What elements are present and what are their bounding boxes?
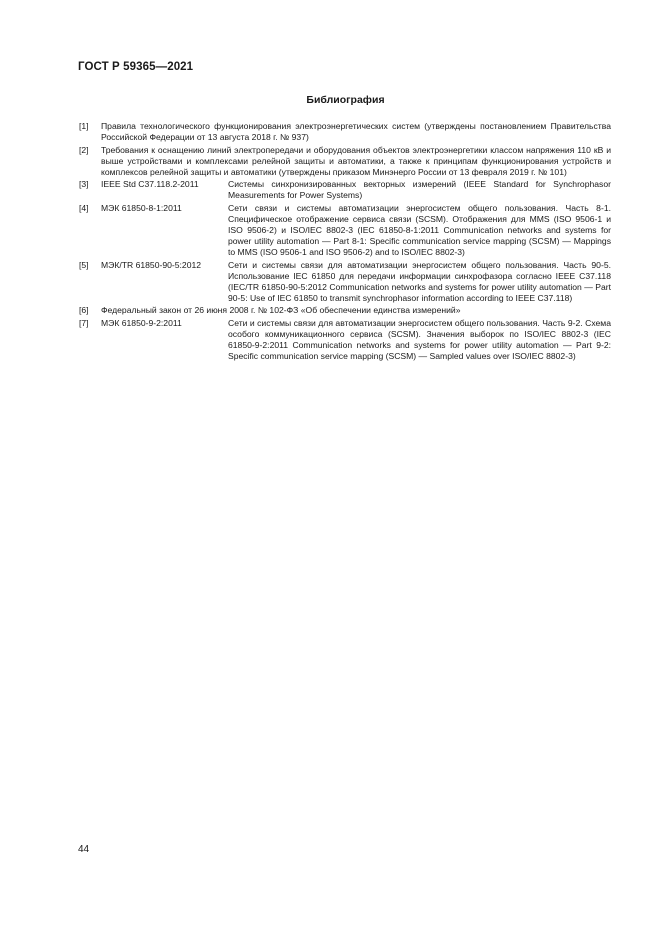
- entry-text: Сети и системы связи для автоматизации энергосистем общего пользования. Часть 90-5. Использование IEC 61850 для передачи информации синхрофазора согласно IEEE C37.118 (IEC/TR 61850-90-5:2012 Communication networks and systems for power utility automation — Part 90-5: Use of IEC 61850 to transmit synchrophasor information according to IEEE C37.118): [228, 259, 611, 303]
- section-title: Библиография: [306, 94, 385, 106]
- bibliography-entry-6: [79, 305, 611, 316]
- entry-code: IEEE Std C37.118.2-2011: [101, 179, 199, 190]
- entry-text: Сети связи и системы автоматизации энергосистем общего пользования. Часть 8-1. Специфическое отображение сервиса связи (SCSM). Отображения для MMS (ISO 9506-1 и ISO 9506-2) и ISO/IEC 8802-3 (IEC 61850-8-1:2011 Communication networks and systems for power utility automation — Part 8-1: Specific communication service mapping (SCSM) — Mappings to MMS (ISO 9506-1 and ISO 9506-2) and to ISO/IEC 8802-3): [228, 202, 611, 258]
- entry-number: [3]: [79, 179, 89, 190]
- entry-text: Системы синхронизированных векторных измерений (IEEE Standard for Synchrophasor Measurements for Power Systems): [228, 179, 611, 201]
- entry-number: [6]: [79, 305, 89, 316]
- entry-text: Сети и системы связи для автоматизации энергосистем общего пользования. Часть 9-2. Схема особого коммуникационного сервиса (SCSM). Значения выборок по ISO/IEC 8802-3 (IEC 61850-9-2:2011 Communication networks and systems for power utility automation — Part 9-2: Specific communication service mapping (SCSM) — Sampled values over ISO/IEC 8802-3): [228, 317, 611, 362]
- page-number: 44: [78, 844, 90, 855]
- entry-code: МЭК 61850-8-1:2011: [101, 202, 182, 213]
- bibliography-list: [79, 121, 611, 364]
- entry-text: Федеральный закон от 26 июня 2008 г. № 102-ФЗ «Об обеспечении единства измерений»: [101, 305, 461, 316]
- entry-code: МЭК 61850-9-2:2011: [101, 317, 182, 328]
- bibliography-entry-4: [79, 203, 611, 258]
- entry-number: [4]: [79, 202, 89, 213]
- entry-number: [1]: [79, 121, 89, 131]
- bibliography-entry-1: [79, 121, 611, 143]
- bibliography-entry-2: [79, 145, 611, 178]
- entry-text: Требования к оснащению линий электропередачи и оборудования объектов электроэнергетики классом напряжения 110 кВ и выше устройствами и комплексами релейной защиты и автоматики, а также к принципам функционирования устройств и комплексов релейной защиты и автоматики (утверждены приказом Минэнерго России от 13 февраля 2019 г. № 101): [101, 144, 611, 177]
- entry-number: [5]: [79, 259, 89, 270]
- entry-number: [7]: [79, 317, 89, 328]
- entry-number: [2]: [79, 144, 89, 155]
- entry-code: МЭК/TR 61850-90-5:2012: [101, 259, 202, 270]
- bibliography-entry-7: [79, 318, 611, 362]
- bibliography-entry-3: [79, 179, 611, 201]
- entry-text: Правила технологического функционирования электроэнергетических систем (утверждены постановлением Правительства Российской Федерации от 13 августа 2018 г. № 937): [101, 121, 611, 143]
- bibliography-entry-5: [79, 260, 611, 304]
- document-header: ГОСТ Р 59365—2021: [78, 61, 194, 73]
